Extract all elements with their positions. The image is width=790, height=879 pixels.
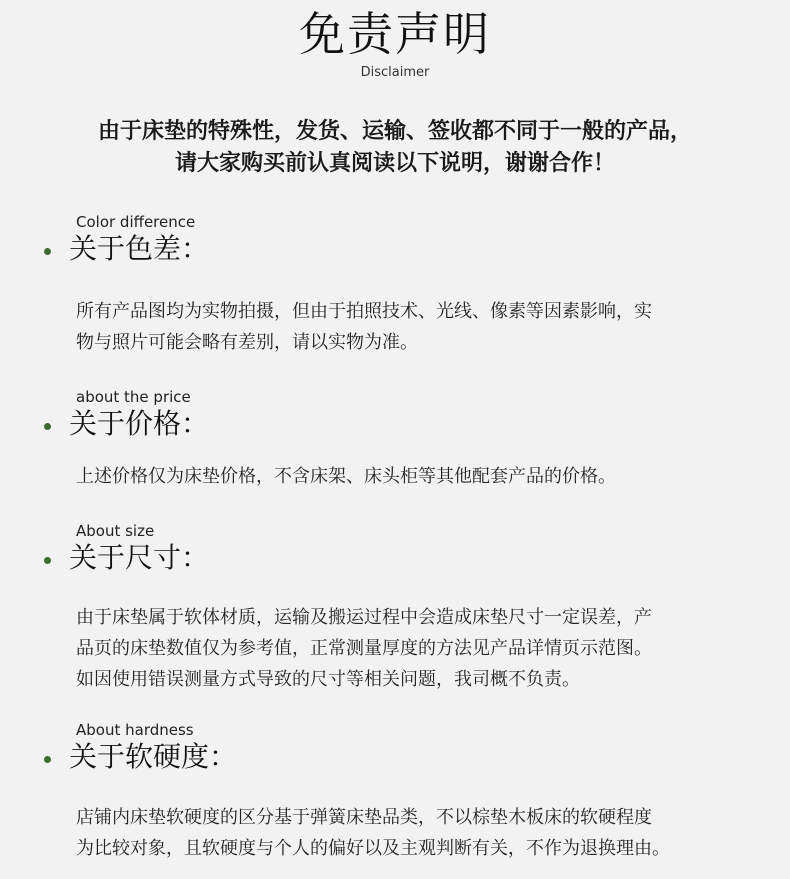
section-body [76,461,726,492]
section-en-label: About size [76,522,155,540]
section-body [76,296,726,358]
section-heading: 关于价格： [69,407,210,440]
section-header [44,229,209,269]
section-body-line: 由于床垫属于软体材质，运输及搬运过程中会造成床垫尺寸一定误差，产 [76,607,652,628]
intro-line: 由于床垫的特殊性，发货、运输、签收都不同于一般的产品， [97,119,692,144]
section-body-line: 品页的床垫数值仅为参考值，正常测量厚度的方法见产品详情页示范图。 [76,638,652,659]
page-subtitle: Disclaimer [360,65,430,80]
section-header [44,737,237,777]
bullet-dot-icon [44,423,51,430]
section-body [76,802,726,864]
intro-text [0,116,790,180]
section-body-line: 物与照片可能会略有差别，请以实物为准。 [76,332,418,353]
section-body-line: 为比较对象，且软硬度与个人的偏好以及主观判断有关，不作为退换理由。 [76,838,670,859]
bullet-dot-icon [44,248,51,255]
section-heading: 关于色差： [69,232,210,265]
section-en-label: Color difference [76,213,196,231]
section-header [44,404,209,444]
section-heading: 关于软硬度： [69,740,238,773]
section-body [76,602,726,695]
section-body-line: 店铺内床垫软硬度的区分基于弹簧床垫品类，不以棕垫木板床的软硬程度 [76,807,652,828]
section-body-line: 上述价格仅为床垫价格，不含床架、床头柜等其他配套产品的价格。 [76,466,616,487]
bullet-dot-icon [44,557,51,564]
bullet-dot-icon [44,756,51,763]
section-header [44,538,209,578]
section-body-line: 所有产品图均为实物拍摄，但由于拍照技术、光线、像素等因素影响，实 [76,301,652,322]
section-heading: 关于尺寸： [69,541,210,574]
section-en-label: about the price [76,388,191,406]
intro-line: 请大家购买前认真阅读以下说明，谢谢合作！ [174,151,615,176]
section-body-line: 如因使用错误测量方式导致的尺寸等相关问题，我司概不负责。 [76,669,580,690]
section-en-label: About hardness [76,721,194,739]
page-title: 免责声明 [299,7,491,61]
